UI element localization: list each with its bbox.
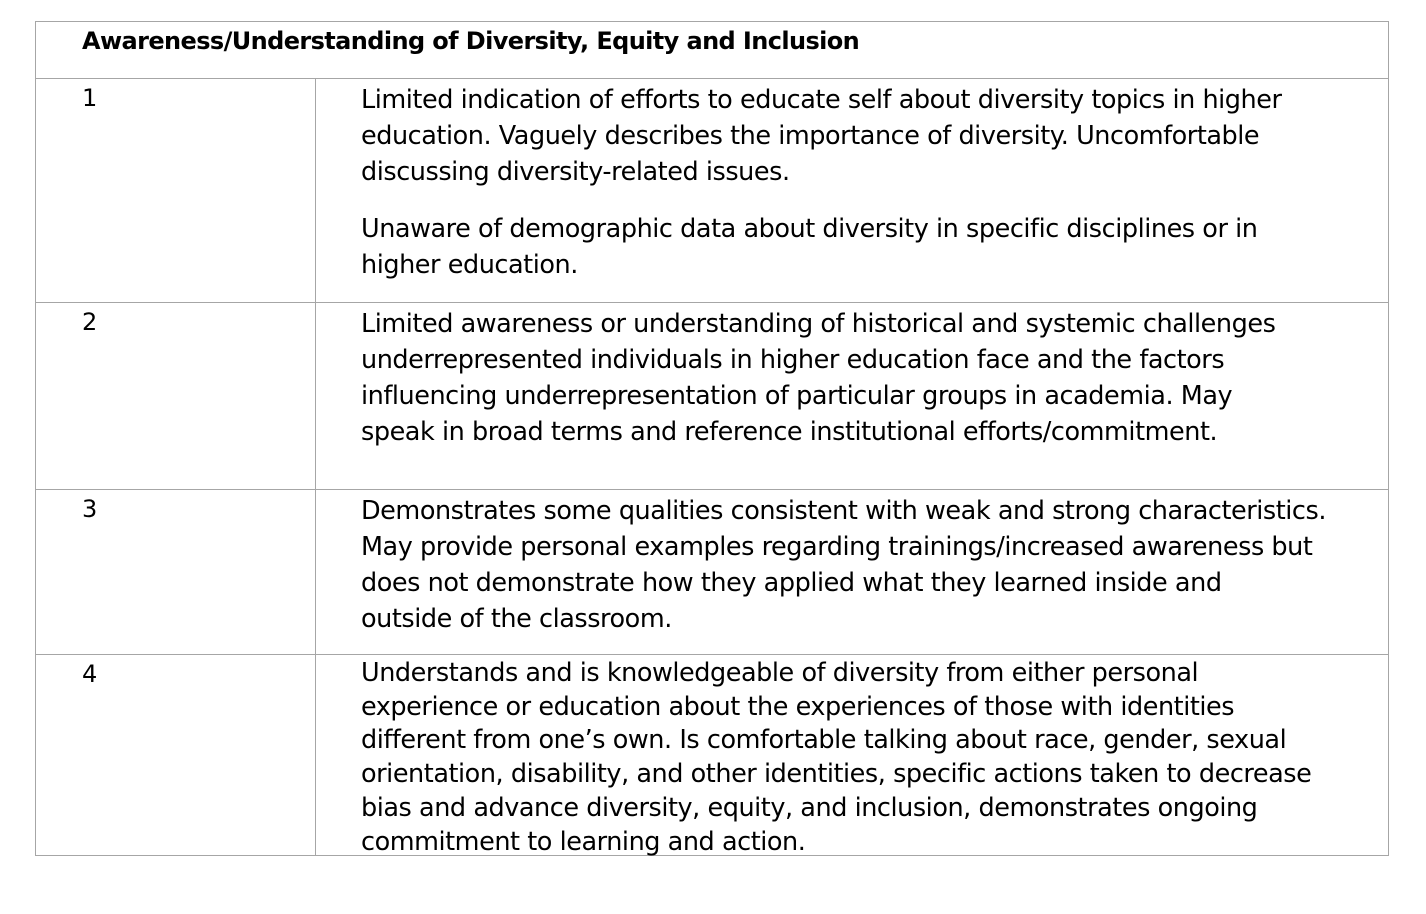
- description-line: Understands and is knowledgeable of diversity from either personal: [361, 658, 1199, 688]
- rubric-title: Awareness/Understanding of Diversity, Equity and Inclusion: [82, 27, 860, 55]
- score-cell: [36, 655, 316, 856]
- score-cell: [36, 79, 316, 302]
- description-cell: [361, 82, 1391, 283]
- rubric-header-row: [36, 22, 1388, 79]
- description-line: does not demonstrate how they applied what they learned inside and: [361, 568, 1222, 598]
- description-line: Limited awareness or understanding of historical and systemic challenges: [361, 309, 1276, 339]
- rubric-row-3: [36, 490, 1388, 655]
- description-cell: [361, 657, 1391, 859]
- description-line: experience or education about the experiences of those with identities: [361, 691, 1235, 722]
- description-line: education. Vaguely describes the importance of diversity. Uncomfortable: [361, 121, 1260, 151]
- description-line: commitment to learning and action.: [361, 826, 806, 857]
- description-cell: [361, 493, 1391, 637]
- description-line: bias and advance diversity, equity, and inclusion, demonstrates ongoing: [361, 792, 1258, 823]
- score-value: 1: [82, 84, 98, 112]
- description-line: higher education.: [361, 250, 578, 280]
- rubric-row-2: [36, 303, 1388, 490]
- description-line: outside of the classroom.: [361, 604, 672, 634]
- description-line: different from one’s own. Is comfortable talking about race, gender, sexual: [361, 725, 1287, 756]
- score-value: 3: [82, 495, 98, 523]
- description-line: influencing underrepresentation of particular groups in academia. May: [361, 381, 1233, 411]
- score-value: 2: [82, 308, 98, 336]
- rubric-row-4: [36, 655, 1388, 856]
- description-line: underrepresented individuals in higher education face and the factors: [361, 345, 1225, 375]
- description-line: Limited indication of efforts to educate self about diversity topics in higher: [361, 85, 1282, 115]
- description-line: Unaware of demographic data about diversity in specific disciplines or in: [361, 214, 1258, 244]
- description-line: orientation, disability, and other identities, specific actions taken to decrease: [361, 759, 1312, 790]
- score-cell: [36, 490, 316, 654]
- score-value: 4: [82, 660, 98, 688]
- description-line: May provide personal examples regarding trainings/increased awareness but: [361, 532, 1313, 562]
- rubric-table: [35, 21, 1389, 856]
- description-line: Demonstrates some qualities consistent with weak and strong characteristics.: [361, 496, 1326, 526]
- description-line: discussing diversity-related issues.: [361, 157, 790, 187]
- rubric-row-1: [36, 79, 1388, 303]
- description-line: speak in broad terms and reference institutional efforts/commitment.: [361, 417, 1218, 447]
- score-cell: [36, 303, 316, 489]
- description-cell: [361, 306, 1391, 450]
